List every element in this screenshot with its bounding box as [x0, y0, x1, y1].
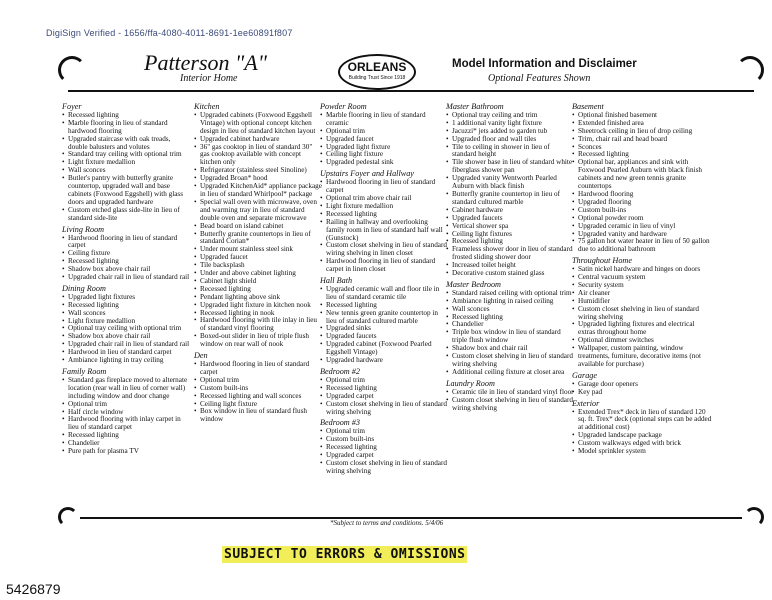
section-heading: Hall Bath [320, 276, 353, 286]
scroll-ornament-right-icon [736, 56, 764, 84]
feature-item: • Shadow box and chair rail [446, 345, 574, 353]
feature-item: • Cabinet hardware [446, 207, 574, 215]
disclaimer-title: Model Information and Disclaimer [452, 58, 637, 70]
feature-item: • Hardwood in lieu of standard carpet [62, 349, 190, 357]
feature-item: • Optional powder room [572, 215, 712, 223]
feature-columns [58, 103, 764, 503]
model-title: Patterson "A" [144, 50, 267, 75]
feature-item: • Boxed-out slider in lieu of triple flush window on rear wall of nook [194, 333, 322, 349]
scroll-ornament-left-icon [58, 56, 86, 84]
feature-list [194, 112, 322, 349]
docusign-verification-line: DigiSign Verified - 1656/ffa-4080-4011-8691-1ee60891f807 [46, 28, 293, 38]
feature-item: • Humidifier [572, 298, 712, 306]
header-divider [68, 90, 754, 92]
feature-item: • Wall sconces [62, 167, 190, 175]
feature-item: • Upgraded faucets [320, 333, 448, 341]
feature-column-3 [320, 103, 448, 476]
feature-list [320, 286, 448, 365]
feature-item: • Recessed lighting [320, 211, 448, 219]
feature-item: • Wall sconces [446, 306, 574, 314]
feature-item: • Upgraded staircase with oak treads, double balusters and volutes [62, 136, 190, 152]
feature-item: • Recessed lighting in nook [194, 310, 322, 318]
feature-item: • Custom built-ins [194, 385, 322, 393]
feature-item: • Ceiling light fixture [320, 151, 448, 159]
feature-item: • Custom walkways edged with brick [572, 440, 712, 448]
feature-item: • Satin nickel hardware and hinges on doors [572, 266, 712, 274]
feature-item: • Upgraded cabinets (Foxwood Eggshell Vintage) with optional concept kitchen design in lieu of standard kitchen layout [194, 112, 322, 136]
errors-omissions-banner: SUBJECT TO ERRORS & OMISSIONS [224, 547, 466, 562]
feature-item: • 36" gas cooktop in lieu of standard 30" gas cooktop available with concept kitchen only [194, 144, 322, 168]
feature-item: • Optional trim [194, 377, 322, 385]
feature-item: • Butler's pantry with butterfly granite countertop, upgraded wall and base cabinets (Foxwood Eggshell) with glass doors and upgraded hardware [62, 175, 190, 207]
feature-item: • Upgraded light fixture in kitchen nook [194, 302, 322, 310]
feature-item: • Optional tray ceiling with optional trim [62, 325, 190, 333]
feature-item: • Tile backsplash [194, 262, 322, 270]
feature-item: • Additional ceiling fixture at closet area [446, 369, 574, 377]
scroll-ornament-bottom-right-icon [744, 507, 764, 527]
feature-item: • Upgraded KitchenAid* appliance package in lieu of standard Whirlpool* package [194, 183, 322, 199]
feature-item: • Garage door openers [572, 381, 712, 389]
feature-item: • Ceiling light fixtures [446, 231, 574, 239]
feature-list [572, 381, 712, 397]
feature-item: • Upgraded lighting fixtures and electrical extras throughout home [572, 321, 712, 337]
feature-item: • Upgraded carpet [320, 452, 448, 460]
feature-item: • Recessed lighting [62, 302, 190, 310]
feature-item: • Recessed lighting [320, 385, 448, 393]
feature-item: • Hardwood flooring [572, 191, 712, 199]
feature-item: • Under and above cabinet lighting [194, 270, 322, 278]
feature-item: • Extended finished area [572, 120, 712, 128]
feature-item: • Custom closet shelving in lieu of standard wiring shelving [320, 460, 448, 476]
feature-item: • Marble flooring in lieu of standard hardwood flooring [62, 120, 190, 136]
feature-item: • Upgraded faucets [446, 215, 574, 223]
feature-item: • Ceramic tile in lieu of standard vinyl floor [446, 389, 574, 397]
feature-item: • Upgraded chair rail in lieu of standard rail [62, 274, 190, 282]
feature-list [320, 179, 448, 274]
feature-item: • Security system [572, 282, 712, 290]
scroll-ornament-bottom-left-icon [58, 507, 78, 527]
feature-item: • Upgraded cabinet hardware [194, 136, 322, 144]
section-heading: Laundry Room [446, 378, 495, 388]
feature-item: • Custom closet shelving in lieu of standard wiring shelving [446, 353, 574, 369]
feature-list [446, 389, 574, 413]
sheet-header [58, 50, 764, 92]
section-heading: Upstairs Foyer and Hallway [320, 169, 414, 179]
feature-item: • Upgraded faucet [194, 254, 322, 262]
feature-item: • Shadow box above chair rail [62, 266, 190, 274]
feature-list [320, 112, 448, 167]
feature-item: • Custom built-ins [572, 207, 712, 215]
section-heading: Foyer [62, 102, 82, 111]
feature-item: • Ceiling light fixture [194, 401, 322, 409]
feature-item: • Recessed lighting [62, 432, 190, 440]
feature-item: • Chandelier [62, 440, 190, 448]
section-heading: Den [194, 351, 208, 361]
feature-item: • Trim, chair rail and head board [572, 136, 712, 144]
feature-item: • Light fixture medallion [62, 318, 190, 326]
feature-item: • Optional trim [320, 128, 448, 136]
feature-item: • Ceiling fixture [62, 250, 190, 258]
feature-item: • Tile to ceiling in shower in lieu of standard height [446, 144, 574, 160]
feature-item: • Hardwood flooring in lieu of standard carpet [62, 235, 190, 251]
section-heading: Exterior [572, 398, 600, 408]
feature-item: • Pendant lighting above sink [194, 294, 322, 302]
feature-item: • Tile shower base in lieu of standard white fiberglass shower pan [446, 159, 574, 175]
footer-note: *Subject to terms and conditions. 5/4/06 [326, 519, 447, 527]
feature-list [446, 290, 574, 377]
feature-column-5 [572, 103, 712, 456]
section-heading: Master Bathroom [446, 102, 504, 111]
feature-item: • Hardwood flooring in lieu of standard carpet [194, 361, 322, 377]
feature-list [572, 409, 712, 456]
feature-item: • Upgraded vanity Wentworth Pearled Auburn with black finish [446, 175, 574, 191]
feature-item: • Upgraded cabinet (Foxwood Pearled Eggshell Vintage) [320, 341, 448, 357]
feature-column-1 [62, 103, 190, 456]
feature-item: • Recessed lighting [62, 112, 190, 120]
feature-item: • Upgraded light fixture [320, 144, 448, 152]
feature-item: • Recessed lighting [62, 258, 190, 266]
feature-item: • Hardwood flooring in lieu of standard carpet [320, 179, 448, 195]
feature-item: • Under mount stainless steel sink [194, 246, 322, 254]
feature-item: • Upgraded floor and wall tiles [446, 136, 574, 144]
feature-item: • Recessed lighting [320, 444, 448, 452]
feature-item: • Bead board on island cabinet [194, 223, 322, 231]
section-heading: Dining Room [62, 283, 106, 293]
feature-item: • Ambiance lighting in raised ceiling [446, 298, 574, 306]
feature-column-2 [194, 103, 322, 424]
feature-item: • Chandelier [446, 321, 574, 329]
section-heading: Living Room [62, 224, 105, 234]
feature-item: • Upgraded landscape package [572, 432, 712, 440]
feature-item: • New tennis green granite countertop in lieu of standard cultured marble [320, 310, 448, 326]
feature-item: • 75 gallon hot water heater in lieu of 50 gallon due to additional bathroom [572, 238, 712, 254]
feature-list [320, 377, 448, 417]
feature-list [62, 294, 190, 365]
feature-item: • Custom etched glass side-lite in lieu of standard side-lite [62, 207, 190, 223]
feature-item: • Jacuzzi* jets added to garden tub [446, 128, 574, 136]
feature-item: • Standard raised ceiling with optional trim [446, 290, 574, 298]
feature-item: • Increased toilet height [446, 262, 574, 270]
feature-item: • Light fixture medallion [320, 203, 448, 211]
feature-item: • Recessed lighting [446, 314, 574, 322]
feature-item: • Recessed lighting [320, 302, 448, 310]
feature-item: • Custom built-ins [320, 436, 448, 444]
feature-item: • Refrigerator (stainless steel Sinoline) [194, 167, 322, 175]
feature-item: • Upgraded faucet [320, 136, 448, 144]
feature-item: • Recessed lighting [572, 151, 712, 159]
feature-list [62, 112, 190, 223]
model-subtitle: Interior Home [180, 73, 238, 84]
feature-item: • Hardwood flooring with tile inlay in lieu of standard vinyl flooring [194, 317, 322, 333]
feature-item: • Optional tray ceiling and trim [446, 112, 574, 120]
disclaimer-subtitle: Optional Features Shown [488, 73, 591, 84]
section-heading: Kitchen [194, 102, 220, 111]
feature-item: • Light fixture medallion [62, 159, 190, 167]
feature-item: • Upgraded chair rail in lieu of standard rail [62, 341, 190, 349]
feature-item: • Custom closet shelving in lieu of standard wiring shelving [320, 401, 448, 417]
model-info-sheet [58, 45, 764, 565]
feature-item: • Butterfly granite countertop in lieu of standard cultured marble [446, 191, 574, 207]
feature-item: • Hardwood flooring in lieu of standard carpet in linen closet [320, 258, 448, 274]
feature-item: • Model sprinkler system [572, 448, 712, 456]
feature-item: • Extended Trex* deck in lieu of standard 120 sq. ft. Trex* deck (optional steps can be added at additional cost) [572, 409, 712, 433]
feature-item: • Optional bar, appliances and sink with Foxwood Pearled Auburn with black finish cabinets and new green tennis granite countertops [572, 159, 712, 191]
feature-item: • Key pad [572, 389, 712, 397]
feature-item: • Shadow box above chair rail [62, 333, 190, 341]
feature-item: • Vertical shower spa [446, 223, 574, 231]
feature-item: • Railing in hallway and overlooking family room in lieu of standard half wall (Gunstock) [320, 219, 448, 243]
feature-list [62, 235, 190, 282]
feature-item: • Recessed lighting and wall sconces [194, 393, 322, 401]
feature-item: • Wallpaper, custom painting, window treatments, furniture, decorative items (not available for purchase) [572, 345, 712, 369]
feature-item: • Butterfly granite countertops in lieu of standard Corian* [194, 231, 322, 247]
feature-item: • Optional trim above chair rail [320, 195, 448, 203]
feature-item: • Upgraded pedestal sink [320, 159, 448, 167]
feature-list [194, 361, 322, 424]
feature-item: • Optional dimmer switches [572, 337, 712, 345]
feature-item: • Sheetrock ceiling in lieu of drop ceiling [572, 128, 712, 136]
feature-item: • Air cleaner [572, 290, 712, 298]
feature-item: • Optional trim [62, 401, 190, 409]
section-heading: Throughout Home [572, 256, 632, 266]
feature-item: • Hardwood flooring with inlay carpet in lieu of standard carpet [62, 416, 190, 432]
sheet-footer [58, 507, 764, 537]
feature-item: • Triple box window in lieu of standard triple flush window [446, 329, 574, 345]
section-heading: Family Room [62, 367, 107, 376]
feature-item: • Optional trim [320, 377, 448, 385]
feature-item: • Box window in lieu of standard flush window [194, 408, 322, 424]
feature-item: • Upgraded hardware [320, 357, 448, 365]
feature-item: • Upgraded sinks [320, 325, 448, 333]
feature-item: • Decorative custom stained glass [446, 270, 574, 278]
section-heading: Master Bedroom [446, 279, 501, 289]
feature-item: • Upgraded ceramic wall and floor tile in lieu of standard ceramic tile [320, 286, 448, 302]
feature-item: • Custom closet shelving in lieu of standard wiring shelving [446, 397, 574, 413]
feature-item: • Recessed lighting [194, 286, 322, 294]
feature-item: • 1 additional vanity light fixture [446, 120, 574, 128]
listing-number: 5426879 [6, 581, 61, 597]
feature-item: • Custom closet shelving in lieu of standard wiring shelving in linen closet [320, 242, 448, 258]
feature-list [572, 266, 712, 369]
feature-item: • Half circle window [62, 409, 190, 417]
feature-item: • Standard tray ceiling with optional trim [62, 151, 190, 159]
feature-item: • Marble flooring in lieu of standard ceramic [320, 112, 448, 128]
feature-item: • Central vacuum system [572, 274, 712, 282]
feature-list [320, 428, 448, 475]
feature-item: • Wall sconces [62, 310, 190, 318]
feature-item: • Custom closet shelving in lieu of standard wiring shelving [572, 306, 712, 322]
section-heading: Powder Room [320, 102, 367, 111]
feature-item: • Upgraded ceramic in lieu of vinyl [572, 223, 712, 231]
feature-item: • Pure path for plasma TV [62, 448, 190, 456]
feature-item: • Upgraded flooring [572, 199, 712, 207]
feature-item: • Cabinet light shield [194, 278, 322, 286]
feature-list [446, 112, 574, 278]
section-heading: Bedroom #3 [320, 418, 360, 428]
section-heading: Garage [572, 370, 598, 380]
feature-column-4 [446, 103, 574, 412]
logo-tagline: Building Trust Since 1918 [348, 75, 406, 81]
section-heading: Basement [572, 102, 604, 111]
feature-item: • Optional trim [320, 428, 448, 436]
section-heading: Bedroom #2 [320, 367, 360, 376]
feature-item: • Frameless shower door in lieu of standard frosted sliding shower door [446, 246, 574, 262]
feature-item: • Recessed lighting [446, 238, 574, 246]
feature-item: • Upgraded light fixtures [62, 294, 190, 302]
feature-item: • Sconces [572, 144, 712, 152]
feature-item: • Upgraded vanity and hardware [572, 231, 712, 239]
feature-item: • Special wall oven with microwave, oven and warming tray in lieu of standard double oven and separate microwave [194, 199, 322, 223]
feature-item: • Ambiance lighting in tray ceiling [62, 357, 190, 365]
feature-item: • Optional finished basement [572, 112, 712, 120]
feature-item: • Upgraded Broan* hood [194, 175, 322, 183]
feature-item: • Standard gas fireplace moved to alternate location (rear wall in lieu of corner wall) including window and door change [62, 377, 190, 401]
feature-list [62, 377, 190, 456]
feature-list [572, 112, 712, 254]
orleans-logo [338, 54, 416, 90]
logo-name: ORLEANS [347, 60, 407, 74]
feature-item: • Upgraded carpet [320, 393, 448, 401]
